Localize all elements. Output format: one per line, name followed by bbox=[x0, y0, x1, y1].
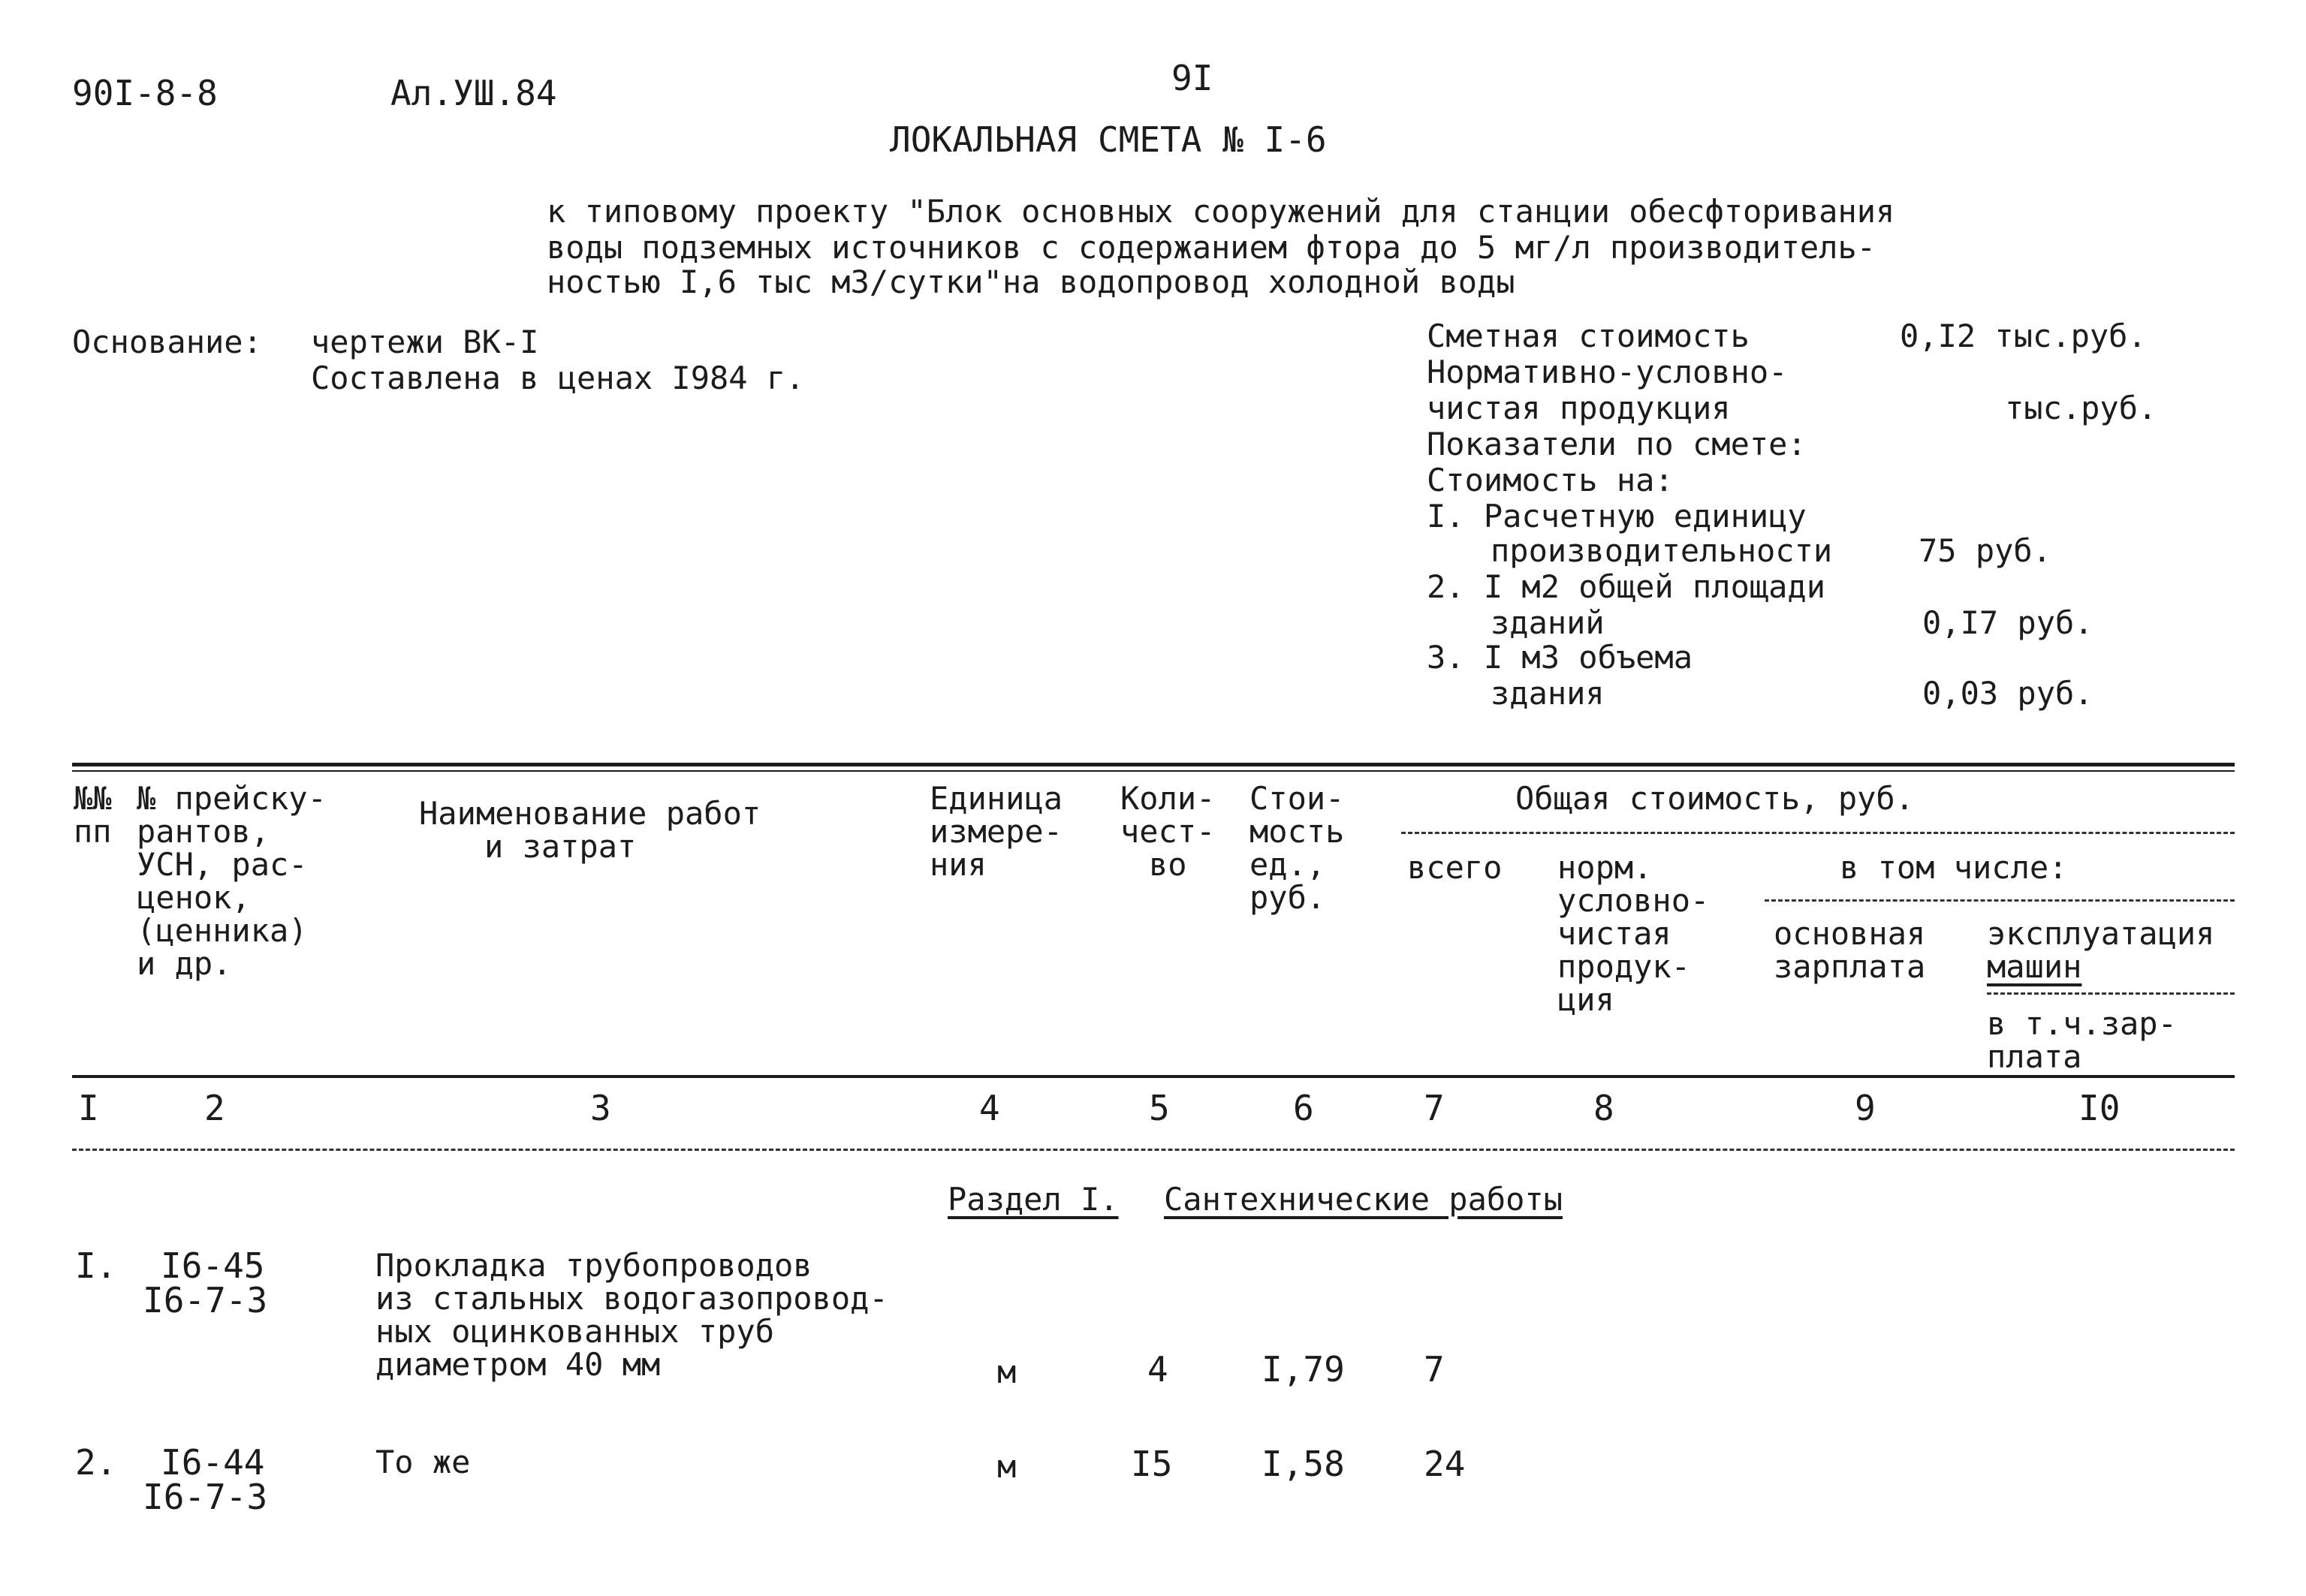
header-col3-line2: и затрат bbox=[484, 828, 637, 865]
normative-label-1: Нормативно-условно- bbox=[1427, 354, 1788, 390]
normative-label-2: чистая продукция bbox=[1427, 390, 1731, 426]
row2-unit-price: I,58 bbox=[1262, 1444, 1345, 1484]
header-col8-line4: продук- bbox=[1557, 948, 1691, 985]
row1-name-line2: из стальных водогазопровод- bbox=[375, 1280, 888, 1317]
cost-per-label: Стоимость на: bbox=[1427, 462, 1674, 498]
header-col8-line3: чистая bbox=[1557, 915, 1671, 952]
header-col4-line3: ния bbox=[930, 846, 987, 883]
table-top-rule-2 bbox=[72, 770, 2235, 772]
header-col2-line1: № прейску- bbox=[137, 780, 327, 817]
row2-unit: м bbox=[997, 1448, 1017, 1485]
column-number-6: 6 bbox=[1293, 1088, 1314, 1128]
header-col2-line5: (ценника) bbox=[137, 912, 308, 949]
column-number-9: 9 bbox=[1855, 1088, 1876, 1128]
row2-quantity: I5 bbox=[1131, 1444, 1173, 1484]
indicator-2-line-1: 2. I м2 общей площади bbox=[1427, 568, 1826, 605]
row1-name-line4: диаметром 40 мм bbox=[375, 1346, 661, 1383]
header-col2-line3: УСН, рас- bbox=[137, 846, 308, 883]
column-number-8: 8 bbox=[1593, 1088, 1614, 1128]
header-total-rule bbox=[1401, 832, 2235, 834]
basis-prices: Составлена в ценах I984 г. bbox=[311, 360, 805, 396]
basis-label: Основание: bbox=[72, 324, 262, 360]
header-col5-line2: чест- bbox=[1120, 813, 1216, 850]
header-col10-line2: машин bbox=[1987, 948, 2082, 985]
row1-name-line3: ных оцинкованных труб bbox=[375, 1313, 775, 1350]
normative-value: тыс.руб. bbox=[2005, 390, 2157, 426]
header-col6-line4: руб. bbox=[1249, 879, 1326, 916]
header-col9-line2: зарплата bbox=[1774, 948, 1926, 985]
table-top-rule bbox=[72, 763, 2235, 766]
row2-number: 2. bbox=[75, 1442, 117, 1483]
indicator-3-line-1: 3. I м3 объема bbox=[1427, 639, 1693, 676]
column-number-7: 7 bbox=[1424, 1088, 1445, 1128]
page-number: 9I bbox=[1171, 58, 1213, 98]
row2-name-line1: То же bbox=[375, 1444, 471, 1480]
subtitle-line-3: ностью I,6 тыс м3/сутки"на водопровод холодной воды bbox=[547, 263, 1515, 300]
indicator-3-line-2: здания bbox=[1491, 675, 1605, 712]
row1-quantity: 4 bbox=[1147, 1349, 1168, 1390]
header-col6-line3: ед., bbox=[1249, 846, 1326, 883]
row1-unit: м bbox=[997, 1354, 1017, 1390]
column-number-10: I0 bbox=[2078, 1088, 2121, 1128]
header-col8-line5: ция bbox=[1557, 981, 1614, 1018]
header-col4-line1: Единица bbox=[930, 780, 1063, 817]
column-number-2: 2 bbox=[204, 1088, 225, 1128]
header-col10-line4: плата bbox=[1987, 1038, 2082, 1075]
header-col2-line2: рантов, bbox=[137, 813, 270, 850]
header-total-cost: Общая стоимость, руб. bbox=[1515, 780, 1915, 817]
header-col1-line2: пп bbox=[74, 813, 112, 850]
basis-drawings: чертежи ВК-I bbox=[311, 324, 539, 360]
indicators-label: Показатели по смете: bbox=[1427, 426, 1807, 462]
header-col9-line1: основная bbox=[1774, 915, 1926, 952]
header-col3-line1: Наименование работ bbox=[419, 795, 761, 832]
header-col6-line1: Стои- bbox=[1249, 780, 1345, 817]
indicator-1-line-2: производительности bbox=[1491, 532, 1833, 569]
row1-number: I. bbox=[75, 1245, 117, 1286]
estimated-cost-value: 0,I2 тыс.руб. bbox=[1900, 318, 2147, 354]
indicator-2-value: 0,I7 руб. bbox=[1922, 604, 2093, 641]
header-col8-line2: условно- bbox=[1557, 882, 1710, 919]
column-number-4: 4 bbox=[979, 1088, 1000, 1128]
indicator-2-line-2: зданий bbox=[1491, 604, 1605, 641]
column-number-5: 5 bbox=[1149, 1088, 1170, 1128]
column-numbers-rule bbox=[72, 1149, 2235, 1151]
header-col1-line1: №№ bbox=[74, 780, 112, 817]
header-col5-line3: во bbox=[1149, 846, 1187, 883]
row1-name-line1: Прокладка трубопроводов bbox=[375, 1247, 812, 1284]
header-col2-line6: и др. bbox=[137, 945, 232, 982]
row2-total: 24 bbox=[1424, 1444, 1466, 1484]
header-col8-line1: норм. bbox=[1557, 849, 1653, 886]
header-col4-line2: измере- bbox=[930, 813, 1063, 850]
section-prefix: Раздел I. bbox=[948, 1181, 1119, 1218]
document-code: 90I-8-8 bbox=[72, 73, 218, 113]
header-col10-line3: в т.ч.зар- bbox=[1987, 1005, 2177, 1042]
header-col6-line2: мость bbox=[1249, 813, 1345, 850]
album-number: Ал.УШ.84 bbox=[390, 73, 557, 113]
page-title: ЛОКАЛЬНАЯ СМЕТА № I-6 bbox=[890, 119, 1327, 160]
header-including: в том числе: bbox=[1840, 849, 2068, 886]
indicator-1-value: 75 руб. bbox=[1919, 532, 2052, 569]
header-bottom-rule bbox=[72, 1075, 2235, 1078]
indicator-1-line-1: I. Расчетную единицу bbox=[1427, 498, 1807, 535]
section-name: Сантехнические работы bbox=[1164, 1181, 1563, 1218]
row2-code-2: I6-7-3 bbox=[143, 1477, 268, 1517]
header-col5-line1: Коли- bbox=[1120, 780, 1216, 817]
header-col7: всего bbox=[1407, 849, 1503, 886]
header-col10-line1: эксплуатация bbox=[1987, 915, 2215, 952]
column-number-1: I bbox=[78, 1088, 99, 1128]
subtitle-line-1: к типовому проекту "Блок основных сооружений для станции обесфторивания bbox=[547, 193, 1895, 230]
indicator-3-value: 0,03 руб. bbox=[1922, 675, 2093, 712]
row2-code-1: I6-44 bbox=[161, 1442, 265, 1483]
row1-code-2: I6-7-3 bbox=[143, 1280, 268, 1320]
header-including-rule bbox=[1765, 899, 2235, 902]
row1-total: 7 bbox=[1424, 1349, 1445, 1390]
row1-unit-price: I,79 bbox=[1262, 1349, 1345, 1390]
estimated-cost-label: Сметная стоимость bbox=[1427, 318, 1750, 354]
header-col10-rule bbox=[1987, 992, 2235, 995]
row1-code-1: I6-45 bbox=[161, 1245, 265, 1286]
header-col2-line4: ценок, bbox=[137, 879, 251, 916]
subtitle-line-2: воды подземных источников с содержанием фтора до 5 мг/л производитель- bbox=[547, 229, 1876, 266]
column-number-3: 3 bbox=[590, 1088, 611, 1128]
